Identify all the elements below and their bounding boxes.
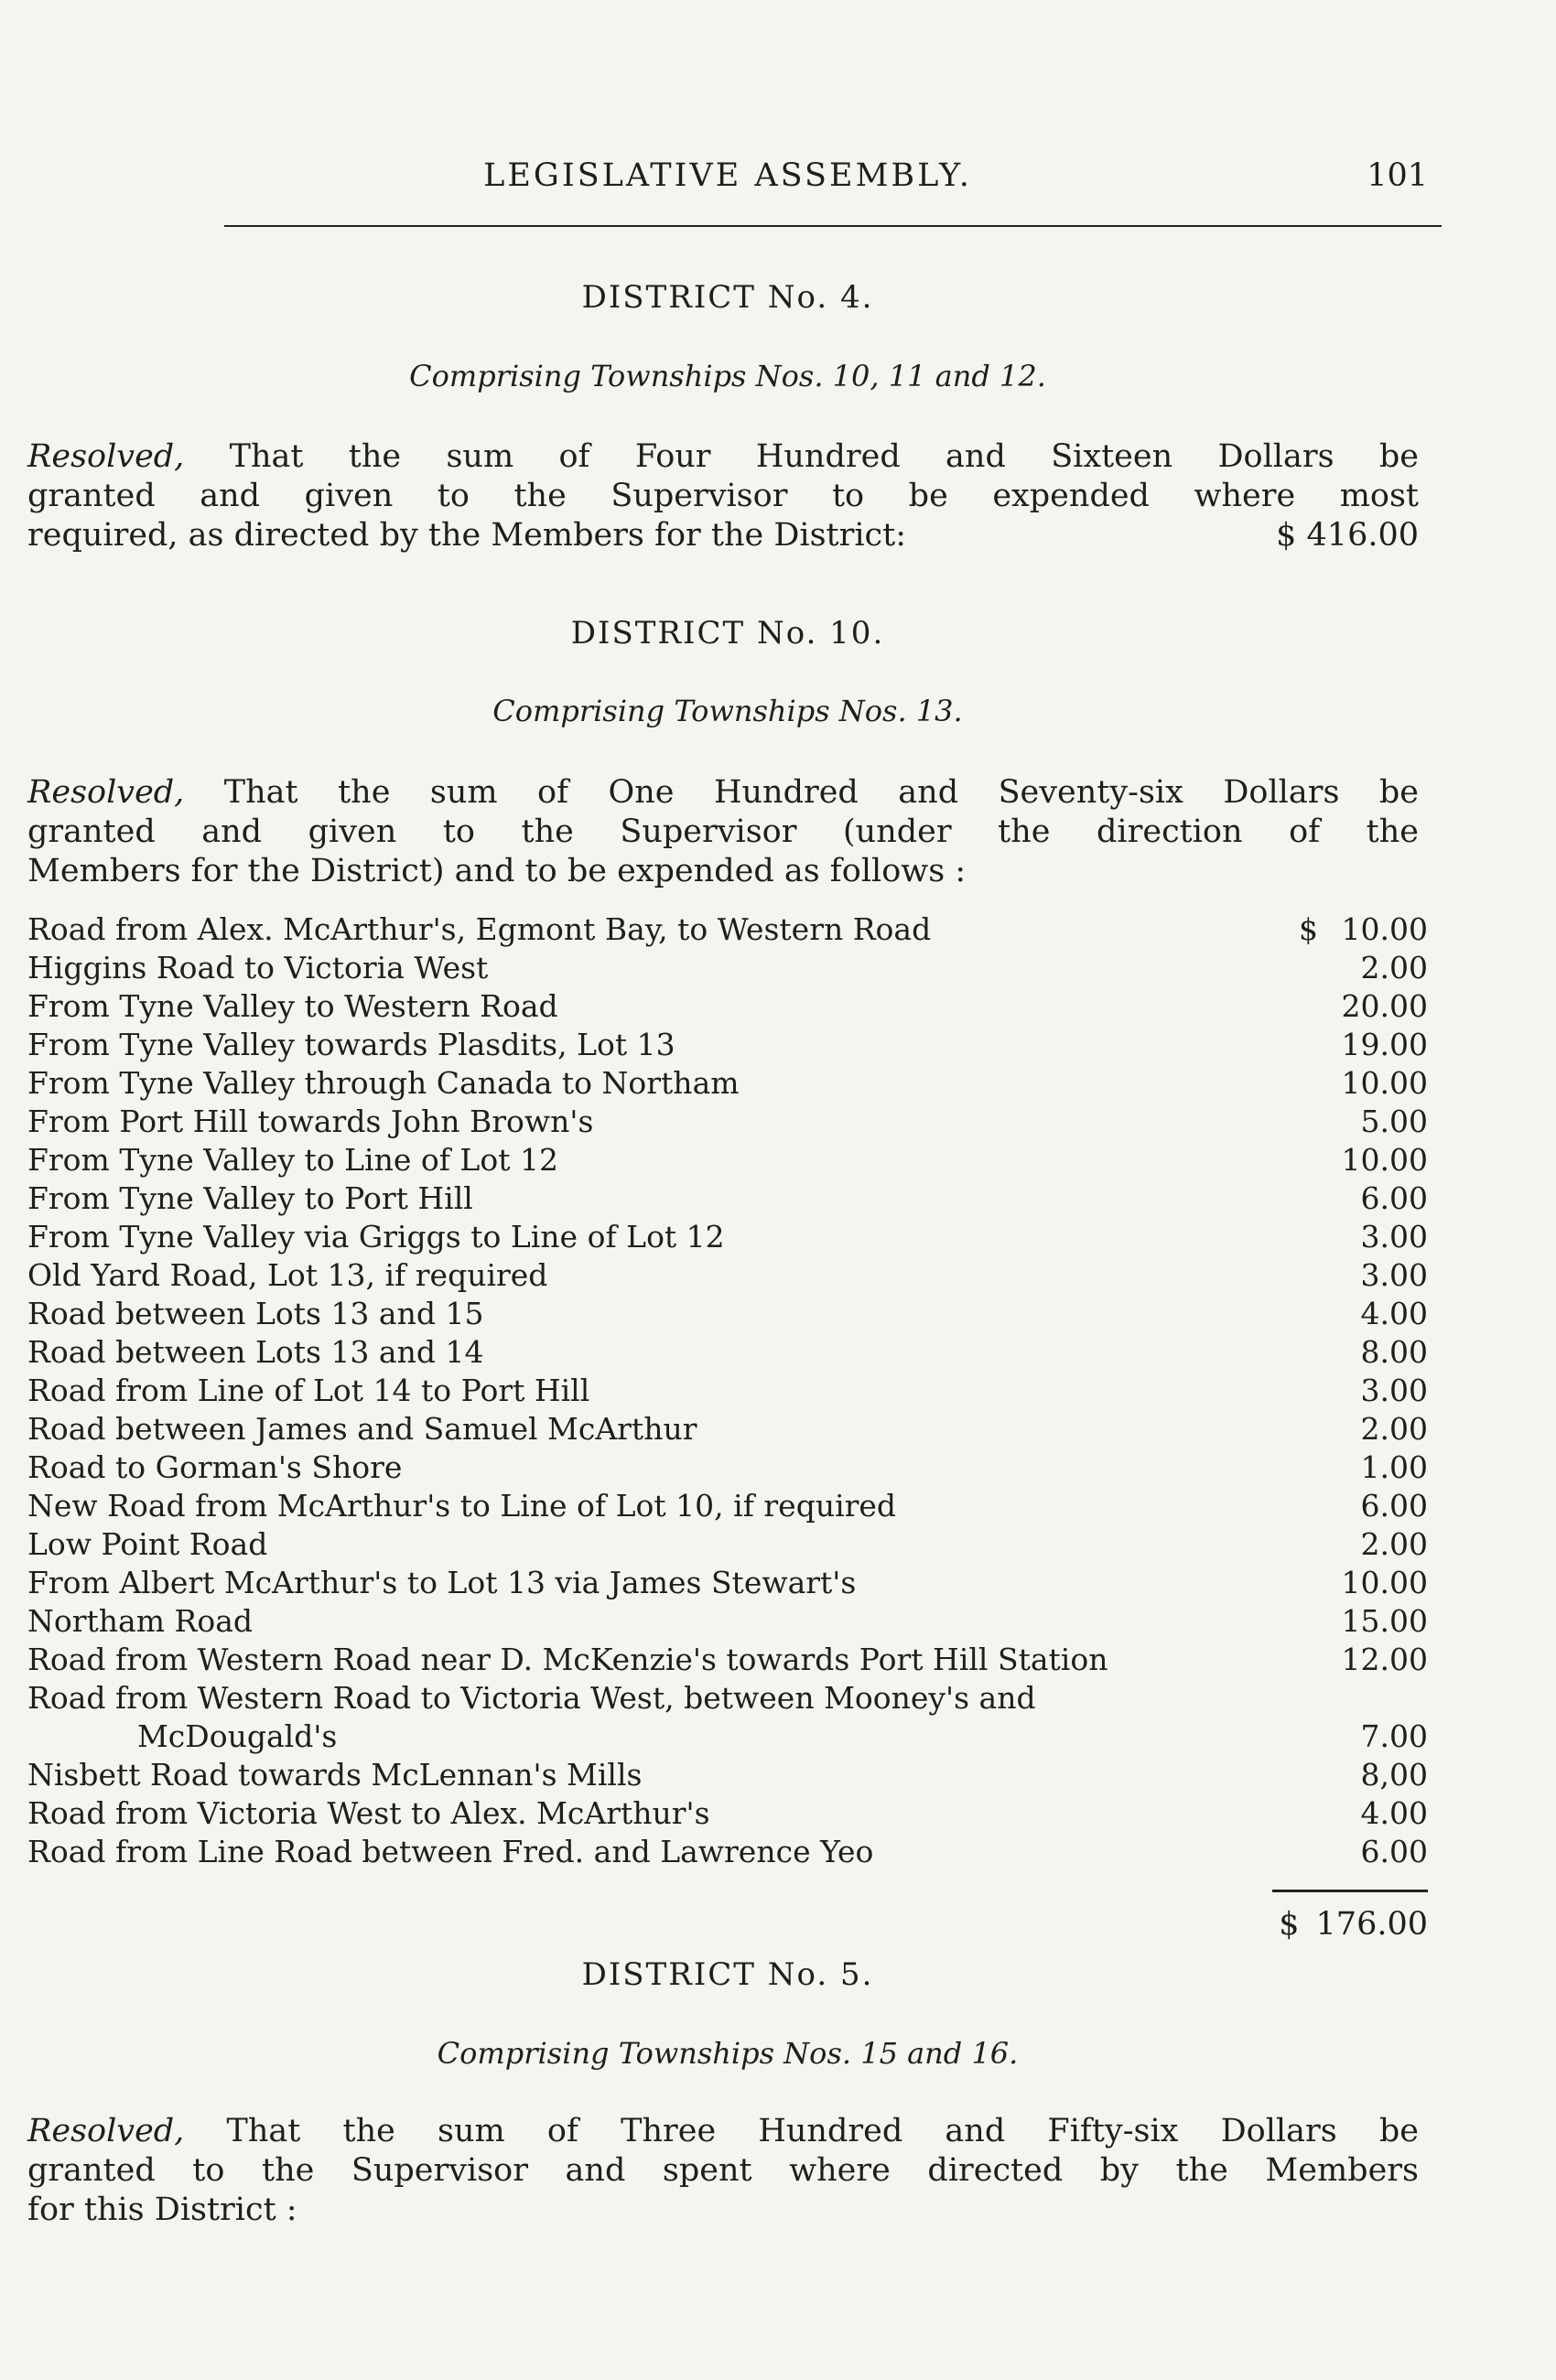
road-amount: 6.00 bbox=[1360, 1488, 1428, 1524]
road-description: From Tyne Valley to Western Road bbox=[27, 988, 558, 1024]
road-amount: 6.00 bbox=[1360, 1180, 1428, 1216]
district-5-resolution bbox=[27, 2112, 1419, 2230]
district-4-resolution bbox=[27, 437, 1419, 555]
expenditure-row bbox=[27, 1410, 1428, 1448]
district-10-resolution bbox=[27, 773, 1419, 891]
district-5-heading: DISTRICT No. 5. bbox=[581, 1956, 874, 1993]
expenditure-row bbox=[27, 1295, 1428, 1333]
expenditure-row bbox=[27, 1718, 1428, 1756]
road-amount: 1.00 bbox=[1360, 1449, 1428, 1485]
road-description: Road from Alex. McArthur's, Egmont Bay, to Western Road bbox=[27, 911, 932, 947]
expenditure-row bbox=[27, 1679, 1428, 1718]
road-description: New Road from McArthur's to Line of Lot 10, if required bbox=[27, 1488, 897, 1524]
expenditure-row bbox=[27, 1794, 1428, 1833]
district-4-townships: Comprising Townships Nos. 10, 11 and 12. bbox=[409, 359, 1046, 393]
expenditure-row bbox=[27, 1756, 1428, 1794]
expenditure-list bbox=[27, 910, 1428, 1871]
road-description: Nisbett Road towards McLennan's Mills bbox=[27, 1757, 643, 1793]
total-rule bbox=[1272, 1890, 1428, 1892]
road-description: Road between James and Samuel McArthur bbox=[27, 1411, 697, 1447]
road-description: Northam Road bbox=[27, 1603, 254, 1639]
road-description: Road to Gorman's Shore bbox=[27, 1449, 403, 1485]
district-4-heading: DISTRICT No. 4. bbox=[581, 279, 874, 316]
district-4-amount: $ 416.00 bbox=[1276, 517, 1419, 554]
expenditure-row bbox=[27, 1179, 1428, 1218]
road-amount: 10.00 bbox=[1341, 911, 1428, 947]
expenditure-row bbox=[27, 1564, 1428, 1602]
road-amount: 3.00 bbox=[1360, 1257, 1428, 1293]
road-description: From Albert McArthur's to Lot 13 via James Stewart's bbox=[27, 1565, 857, 1600]
road-amount: 10.00 bbox=[1341, 1565, 1428, 1600]
road-amount: 10.00 bbox=[1341, 1142, 1428, 1178]
road-description: Old Yard Road, Lot 13, if required bbox=[27, 1257, 548, 1293]
road-description: Road from Line Road between Fred. and Lawrence Yeo bbox=[27, 1834, 874, 1869]
resolution-line: for this District : bbox=[27, 2192, 297, 2228]
header-rule bbox=[224, 225, 1442, 227]
expenditure-row bbox=[27, 1487, 1428, 1525]
resolution-line: Members for the District) and to be expended as follows : bbox=[27, 853, 967, 889]
expenditure-row bbox=[27, 1833, 1428, 1871]
expenditure-row bbox=[27, 910, 1428, 949]
road-amount: 4.00 bbox=[1360, 1296, 1428, 1331]
district-10-total: $ 176.00 bbox=[1279, 1906, 1428, 1943]
expenditure-row bbox=[27, 1026, 1428, 1064]
road-amount: 2.00 bbox=[1360, 1411, 1428, 1447]
road-amount: 19.00 bbox=[1341, 1027, 1428, 1062]
road-amount: 15.00 bbox=[1341, 1603, 1428, 1639]
road-amount: 8.00 bbox=[1360, 1334, 1428, 1370]
page-header bbox=[27, 157, 1428, 203]
district-10-townships: Comprising Townships Nos. 13. bbox=[492, 694, 963, 728]
dollar-sign: $ bbox=[1299, 911, 1318, 947]
resolution-line: Resolved, That the sum of Three Hundred and Fifty-six Dollars be bbox=[27, 2113, 1419, 2149]
road-amount: 3.00 bbox=[1360, 1373, 1428, 1408]
resolution-line: granted and given to the Supervisor to be expended where most bbox=[27, 478, 1419, 514]
expenditure-row bbox=[27, 987, 1428, 1026]
resolution-line: Resolved, That the sum of One Hundred and Seventy-six Dollars be bbox=[27, 774, 1419, 811]
expenditure-row bbox=[27, 949, 1428, 987]
road-description: Road between Lots 13 and 14 bbox=[27, 1334, 484, 1370]
expenditure-row bbox=[27, 1448, 1428, 1487]
road-description: Road from Western Road near D. McKenzie's towards Port Hill Station bbox=[27, 1642, 1108, 1677]
road-description: Low Point Road bbox=[27, 1526, 268, 1562]
road-amount: 3.00 bbox=[1360, 1219, 1428, 1255]
expenditure-row bbox=[27, 1372, 1428, 1410]
district-5-townships: Comprising Townships Nos. 15 and 16. bbox=[437, 2036, 1019, 2071]
page-number: 101 bbox=[1367, 157, 1428, 194]
resolution-line: granted and given to the Supervisor (under the direction of the bbox=[27, 813, 1419, 850]
road-amount: 10.00 bbox=[1341, 1065, 1428, 1101]
expenditure-row bbox=[27, 1333, 1428, 1372]
expenditure-row bbox=[27, 1602, 1428, 1641]
expenditure-row bbox=[27, 1141, 1428, 1179]
road-description: McDougald's bbox=[137, 1718, 338, 1754]
road-amount: 4.00 bbox=[1360, 1795, 1428, 1831]
resolution-line: granted to the Supervisor and spent where directed by the Members bbox=[27, 2152, 1419, 2189]
expenditure-row bbox=[27, 1103, 1428, 1141]
road-description: Road between Lots 13 and 15 bbox=[27, 1296, 484, 1331]
road-description: Higgins Road to Victoria West bbox=[27, 950, 489, 985]
road-description: Road from Line of Lot 14 to Port Hill bbox=[27, 1373, 590, 1408]
road-description: From Tyne Valley via Griggs to Line of Lot 12 bbox=[27, 1219, 725, 1255]
road-description: From Tyne Valley to Port Hill bbox=[27, 1180, 473, 1216]
resolution-line: required, as directed by the Members for the District: $ 416.00 bbox=[27, 517, 1419, 554]
road-amount: 5.00 bbox=[1360, 1104, 1428, 1139]
road-amount: 2.00 bbox=[1360, 1526, 1428, 1562]
expenditure-row bbox=[27, 1256, 1428, 1295]
district-10-heading: DISTRICT No. 10. bbox=[570, 615, 885, 652]
road-amount: 2.00 bbox=[1360, 950, 1428, 985]
road-description: From Tyne Valley towards Plasdits, Lot 13 bbox=[27, 1027, 675, 1062]
expenditure-row bbox=[27, 1641, 1428, 1679]
road-amount: 20.00 bbox=[1341, 988, 1428, 1024]
expenditure-row bbox=[27, 1525, 1428, 1564]
running-title: LEGISLATIVE ASSEMBLY. bbox=[483, 157, 972, 194]
expenditure-row bbox=[27, 1064, 1428, 1103]
expenditure-row bbox=[27, 1218, 1428, 1256]
road-description: From Tyne Valley through Canada to Northam bbox=[27, 1065, 740, 1101]
road-amount: 6.00 bbox=[1360, 1834, 1428, 1869]
road-description: From Port Hill towards John Brown's bbox=[27, 1104, 594, 1139]
road-description: From Tyne Valley to Line of Lot 12 bbox=[27, 1142, 558, 1178]
road-amount: 12.00 bbox=[1341, 1642, 1428, 1677]
road-amount: 8,00 bbox=[1360, 1757, 1428, 1793]
road-amount: 7.00 bbox=[1360, 1718, 1428, 1754]
resolution-line: Resolved, That the sum of Four Hundred and Sixteen Dollars be bbox=[27, 438, 1419, 475]
road-description: Road from Victoria West to Alex. McArthur's bbox=[27, 1795, 710, 1831]
road-description: Road from Western Road to Victoria West, between Mooney's and bbox=[27, 1680, 1036, 1716]
